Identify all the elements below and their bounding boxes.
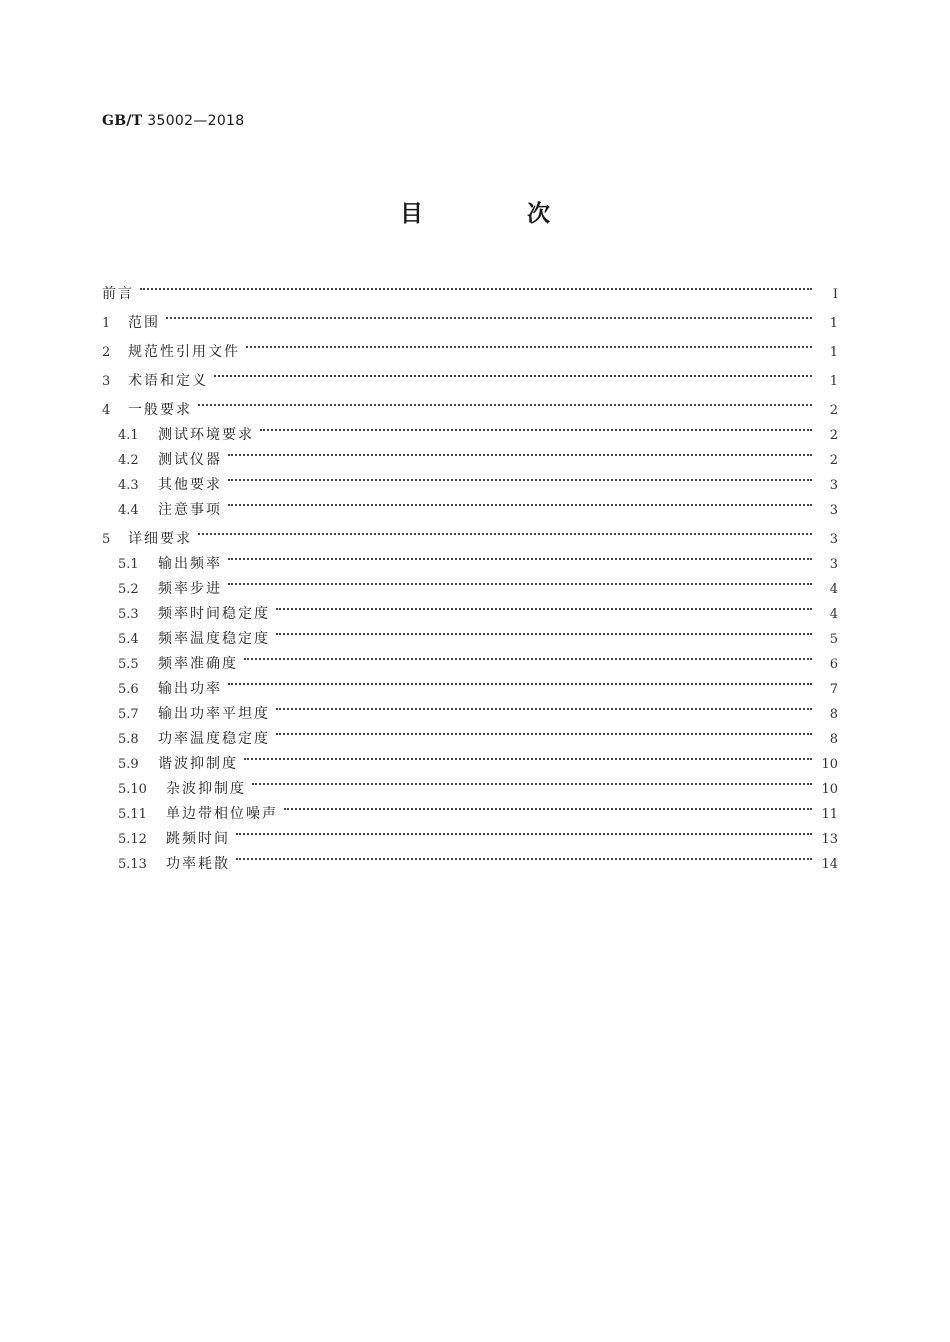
toc-entry-label: 频率准确度 [158, 656, 238, 672]
toc-entry-number: 5.2 [118, 582, 139, 597]
toc-dot-leader [276, 718, 812, 743]
toc-dot-leader [228, 668, 812, 693]
toc-entry-page: 3 [829, 557, 838, 572]
toc-entry-label: 输出频率 [158, 556, 222, 572]
toc-dot-leader [276, 693, 812, 718]
toc-dot-leader [236, 843, 812, 868]
toc-entry-number: 5 [102, 532, 111, 547]
toc-entry-page: 1 [829, 316, 838, 331]
toc-dot-leader [228, 568, 812, 593]
toc-entry-label: 规范性引用文件 [128, 344, 240, 360]
toc-entry[interactable] [102, 818, 838, 847]
toc-dot-leader [214, 360, 812, 385]
toc-entry-page: 8 [829, 707, 838, 722]
toc-entry-page: 2 [829, 403, 838, 418]
toc-entry[interactable] [102, 593, 838, 622]
toc-entry-number: 4.4 [118, 503, 139, 518]
toc-dot-leader [236, 818, 812, 843]
toc-entry[interactable] [102, 693, 838, 722]
toc-entry[interactable] [102, 489, 838, 518]
toc-dot-leader [252, 768, 812, 793]
toc-entry-page: 2 [829, 428, 838, 443]
toc-entry-page: 10 [821, 757, 838, 772]
toc-dot-leader [244, 743, 812, 768]
toc-entry-number: 5.10 [118, 782, 147, 797]
toc-entry-label: 范围 [128, 315, 160, 331]
toc-dot-leader [166, 302, 812, 327]
toc-dot-leader [228, 543, 812, 568]
toc-entry-label: 术语和定义 [128, 373, 208, 389]
toc-entry-page: 2 [829, 453, 838, 468]
toc-entry-number: 5.8 [118, 732, 139, 747]
toc-entry[interactable] [102, 793, 838, 822]
toc-entry-page: 10 [821, 782, 838, 797]
toc-entry-label: 前言 [102, 286, 134, 302]
toc-entry-page: 4 [829, 607, 838, 622]
toc-entry-label: 频率步进 [158, 581, 222, 597]
toc-entry-label: 跳频时间 [166, 831, 230, 847]
toc-entry-number: 1 [102, 316, 111, 331]
toc-entry-page: 3 [829, 532, 838, 547]
toc-entry[interactable] [102, 618, 838, 647]
toc-entry-label: 注意事项 [158, 502, 222, 518]
toc-dot-leader [140, 273, 812, 298]
toc-entry[interactable] [102, 568, 838, 597]
toc-entry-page: 5 [829, 632, 838, 647]
toc-dot-leader [228, 464, 812, 489]
table-of-contents [102, 273, 838, 872]
toc-entry-number: 2 [102, 345, 111, 360]
toc-entry-page: 4 [829, 582, 838, 597]
toc-entry-label: 输出功率 [158, 681, 222, 697]
toc-entry-label: 频率温度稳定度 [158, 631, 270, 647]
toc-entry-label: 谐波抑制度 [158, 756, 238, 772]
toc-entry-number: 5.5 [118, 657, 139, 672]
toc-dot-leader [198, 389, 812, 414]
toc-entry-number: 5.7 [118, 707, 139, 722]
toc-entry-label: 输出功率平坦度 [158, 706, 270, 722]
toc-entry-label: 测试环境要求 [158, 427, 254, 443]
toc-entry[interactable] [102, 273, 838, 302]
toc-entry-page: 13 [821, 832, 838, 847]
toc-entry-label: 其他要求 [158, 477, 222, 493]
toc-entry-page: 7 [829, 682, 838, 697]
toc-entry-number: 5.6 [118, 682, 139, 697]
toc-entry-page: 3 [829, 503, 838, 518]
toc-entry-label: 一般要求 [128, 402, 192, 418]
toc-dot-leader [284, 793, 812, 818]
toc-entry[interactable] [102, 543, 838, 572]
toc-entry[interactable] [102, 518, 838, 547]
toc-entry[interactable] [102, 360, 838, 389]
toc-entry-number: 4 [102, 403, 111, 418]
toc-dot-leader [260, 414, 812, 439]
toc-entry[interactable] [102, 439, 838, 468]
toc-dot-leader [246, 331, 812, 356]
toc-entry-page: 14 [821, 857, 838, 872]
toc-entry[interactable] [102, 302, 838, 331]
toc-entry[interactable] [102, 464, 838, 493]
toc-entry-number: 5.9 [118, 757, 139, 772]
toc-dot-leader [198, 518, 812, 543]
standard-code [102, 113, 244, 129]
toc-entry-number: 5.1 [118, 557, 139, 572]
toc-entry-label: 频率时间稳定度 [158, 606, 270, 622]
toc-entry[interactable] [102, 743, 838, 772]
toc-entry-number: 5.13 [118, 857, 147, 872]
toc-entry[interactable] [102, 414, 838, 443]
toc-entry[interactable] [102, 389, 838, 418]
toc-entry-number: 3 [102, 374, 111, 389]
toc-entry-number: 5.12 [118, 832, 147, 847]
toc-entry-number: 5.4 [118, 632, 139, 647]
toc-entry-page: 1 [829, 374, 838, 389]
toc-dot-leader [228, 439, 812, 464]
toc-entry-label: 功率温度稳定度 [158, 731, 270, 747]
toc-entry-page: Ⅰ [832, 287, 838, 302]
toc-entry[interactable] [102, 843, 838, 872]
toc-entry-page: 8 [829, 732, 838, 747]
toc-entry-number: 5.11 [118, 807, 147, 822]
toc-entry-number: 5.3 [118, 607, 139, 622]
toc-entry-label: 详细要求 [128, 531, 192, 547]
toc-dot-leader [276, 593, 812, 618]
toc-entry[interactable] [102, 668, 838, 697]
toc-entry-page: 1 [829, 345, 838, 360]
standard-prefix: GB/T [102, 113, 143, 129]
toc-title: 目 次 [399, 201, 598, 227]
toc-entry-page: 6 [829, 657, 838, 672]
toc-entry[interactable] [102, 768, 838, 797]
toc-entry[interactable] [102, 331, 838, 360]
toc-entry[interactable] [102, 718, 838, 747]
toc-entry-label: 单边带相位噪声 [166, 806, 278, 822]
toc-entry-label: 杂波抑制度 [166, 781, 246, 797]
toc-entry[interactable] [102, 643, 838, 672]
toc-dot-leader [276, 618, 812, 643]
toc-entry-page: 3 [829, 478, 838, 493]
toc-dot-leader [228, 489, 812, 514]
toc-entry-label: 测试仪器 [158, 452, 222, 468]
standard-number: 35002—2018 [147, 113, 245, 129]
toc-entry-label: 功率耗散 [166, 856, 230, 872]
toc-entry-number: 4.1 [118, 428, 139, 443]
toc-entry-number: 4.3 [118, 478, 139, 493]
toc-entry-number: 4.2 [118, 453, 139, 468]
toc-dot-leader [244, 643, 812, 668]
toc-entry-page: 11 [821, 807, 838, 822]
